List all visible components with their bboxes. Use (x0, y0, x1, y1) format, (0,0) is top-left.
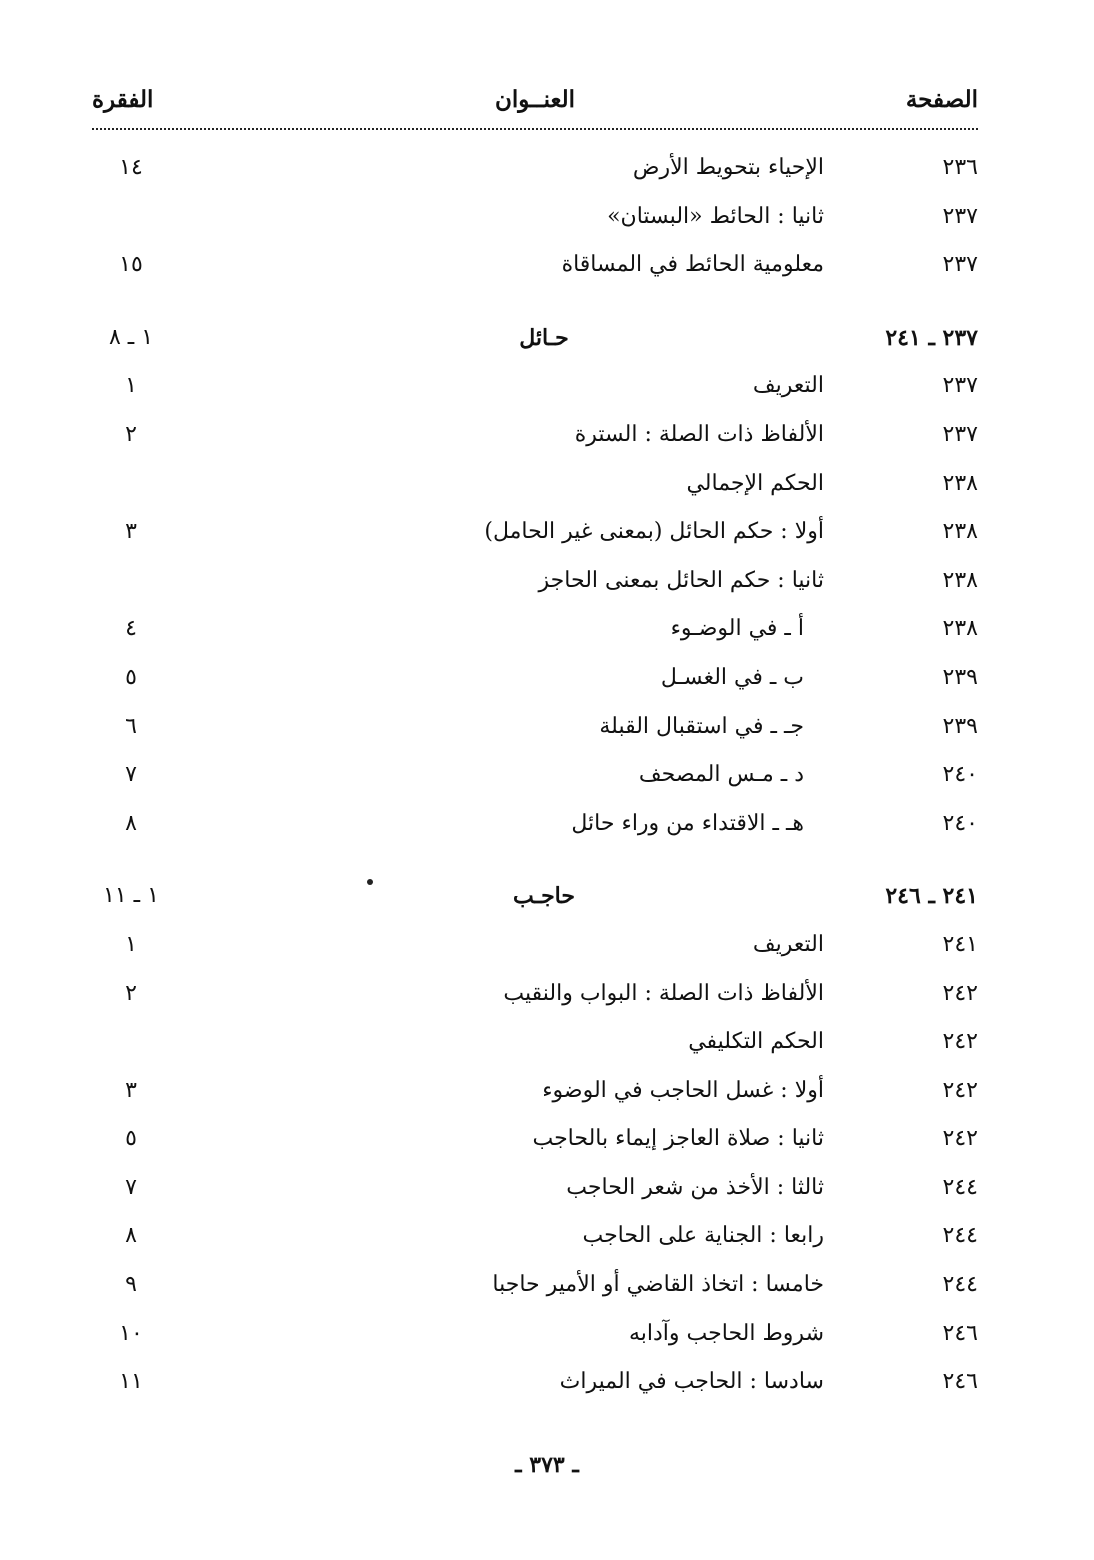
entry-title: رابعا : الجناية على الحاجب (582, 1223, 824, 1249)
entry-page-number: ٢٣٧ ـ ٢٤١ (885, 324, 978, 351)
entry-title: د ـ مـس المصحف (638, 762, 804, 788)
header-paragraph-label: الفقرة (92, 86, 154, 113)
entry-page-number: ٢٣٧ (942, 373, 978, 399)
index-row (0, 970, 1094, 1019)
index-row (0, 1018, 1094, 1067)
page-number: ـ ٣٧٣ ـ (515, 1452, 579, 1478)
entry-paragraph-number: ٥ (125, 664, 137, 690)
index-row (0, 703, 1094, 752)
entry-title: سادسا : الحاجب في الميراث (559, 1369, 824, 1395)
index-row (0, 751, 1094, 800)
entry-title: التعريف (752, 931, 824, 957)
entry-title: أ ـ في الوضـوء (670, 616, 804, 642)
section-heading-row (0, 314, 1094, 363)
entry-page-number: ٢٤٤ (942, 1174, 978, 1200)
entry-page-number: ٢٤٦ (942, 1369, 978, 1395)
entry-paragraph-number: ٨ (125, 810, 137, 836)
entry-paragraph-number: ٩ (125, 1272, 137, 1298)
entry-title: الألفاظ ذات الصلة : البواب والنقيب (503, 980, 824, 1006)
header-page-label: الصفحة (905, 86, 978, 113)
index-row (0, 557, 1094, 606)
entry-title: الحكم الإجمالي (686, 470, 824, 496)
index-row (0, 1261, 1094, 1310)
entry-title: ثالثا : الأخذ من شعر الحاجب (566, 1174, 824, 1200)
index-row (0, 1164, 1094, 1213)
section-heading-row (0, 872, 1094, 921)
entry-page-number: ٢٤٠ (942, 762, 978, 788)
index-row (0, 1358, 1094, 1407)
entry-page-number: ٢٣٨ (942, 470, 978, 496)
entry-title: التعريف (752, 373, 824, 399)
entry-paragraph-number: ٨ (125, 1223, 137, 1249)
entry-paragraph-number: ٧ (125, 1174, 137, 1200)
index-rows (0, 144, 1094, 1407)
entry-page-number: ٢٤٢ (942, 980, 978, 1006)
entry-paragraph-number: ٧ (125, 762, 137, 788)
index-row (0, 605, 1094, 654)
index-row (0, 1212, 1094, 1261)
entry-page-number: ٢٣٧ (942, 421, 978, 447)
index-row (0, 508, 1094, 557)
entry-title: جـ ـ في استقبال القبلة (599, 713, 804, 739)
header-title-label: العنــوان (494, 86, 576, 113)
entry-paragraph-number: ١٠ (119, 1320, 143, 1346)
entry-page-number: ٢٤١ ـ ٢٤٦ (885, 883, 978, 910)
table-header (92, 86, 978, 126)
index-row (0, 362, 1094, 411)
index-row (0, 411, 1094, 460)
entry-page-number: ٢٣٨ (942, 616, 978, 642)
entry-title: الإحياء بتحويط الأرض (632, 155, 824, 180)
entry-page-number: ٢٤٤ (942, 1272, 978, 1298)
entry-title: الألفاظ ذات الصلة : السترة (574, 421, 824, 447)
index-row (0, 144, 1094, 193)
entry-title: ب ـ في الغسـل (660, 664, 804, 690)
entry-title: معلومية الحائط في المساقاة (561, 252, 824, 278)
entry-paragraph-number: ١ (125, 373, 137, 399)
index-row (0, 921, 1094, 970)
entry-page-number: ٢٣٨ (942, 567, 978, 593)
entry-title: الحكم التكليفي (688, 1029, 824, 1055)
entry-page-number: ٢٣٧ (942, 203, 978, 229)
index-row (0, 1067, 1094, 1116)
entry-paragraph-number: ١١ (119, 1369, 143, 1395)
entry-paragraph-number: ٢ (125, 980, 137, 1006)
entry-paragraph-number: ٢ (125, 421, 137, 447)
index-row (0, 654, 1094, 703)
entry-page-number: ٢٤٠ (942, 810, 978, 836)
entry-page-number: ٢٣٨ (942, 519, 978, 545)
entry-paragraph-number: ١ ـ ٨ (108, 324, 154, 350)
entry-page-number: ٢٣٧ (942, 252, 978, 278)
entry-paragraph-number: ٤ (125, 616, 137, 642)
entry-page-number: ٢٤٢ (942, 1077, 978, 1103)
entry-title: خامسا : اتخاذ القاضي أو الأمير حاجبا (492, 1272, 824, 1298)
entry-title: ثانيا : صلاة العاجز إيماء بالحاجب (532, 1126, 824, 1152)
entry-title: ثانيا : حكم الحائل بمعنى الحاجز (538, 567, 824, 593)
entry-page-number: ٢٤٤ (942, 1223, 978, 1249)
index-row (0, 1310, 1094, 1359)
entry-page-number: ٢٤٢ (942, 1126, 978, 1152)
entry-page-number: ٢٤٦ (942, 1320, 978, 1346)
entry-page-number: ٢٣٩ (942, 664, 978, 690)
entry-page-number: ٢٤٢ (942, 1029, 978, 1055)
section-heading-title: حاجـب (513, 883, 575, 910)
section-heading-title: حـائل (519, 324, 569, 351)
entry-page-number: ٢٣٦ (942, 155, 978, 180)
entry-title: هـ ـ الاقتداء من وراء حائل (571, 810, 804, 836)
entry-paragraph-number: ٥ (125, 1126, 137, 1152)
entry-title: ثانيا : الحائط «البستان» (607, 203, 824, 229)
dotted-divider (92, 128, 978, 130)
entry-paragraph-number: ١ (125, 931, 137, 957)
index-row (0, 1115, 1094, 1164)
entry-title: أولا : غسل الحاجب في الوضوء (542, 1077, 824, 1103)
entry-page-number: ٢٣٩ (942, 713, 978, 739)
entry-paragraph-number: ٣ (125, 1077, 137, 1103)
entry-page-number: ٢٤١ (942, 931, 978, 957)
index-row (0, 800, 1094, 849)
entry-paragraph-number: ١٥ (119, 252, 143, 278)
index-row (0, 460, 1094, 509)
index-row (0, 241, 1094, 290)
index-row (0, 193, 1094, 242)
ink-dot (367, 879, 373, 885)
entry-paragraph-number: ٣ (125, 519, 137, 545)
row-spacer (0, 290, 1094, 314)
row-spacer (0, 848, 1094, 872)
entry-paragraph-number: ٦ (125, 713, 137, 739)
entry-title: شروط الحاجب وآدابه (628, 1320, 824, 1346)
entry-paragraph-number: ١ ـ ١١ (103, 883, 159, 909)
entry-title: أولا : حكم الحائل (بمعنى غير الحامل) (484, 519, 824, 545)
entry-paragraph-number: ١٤ (119, 155, 143, 180)
